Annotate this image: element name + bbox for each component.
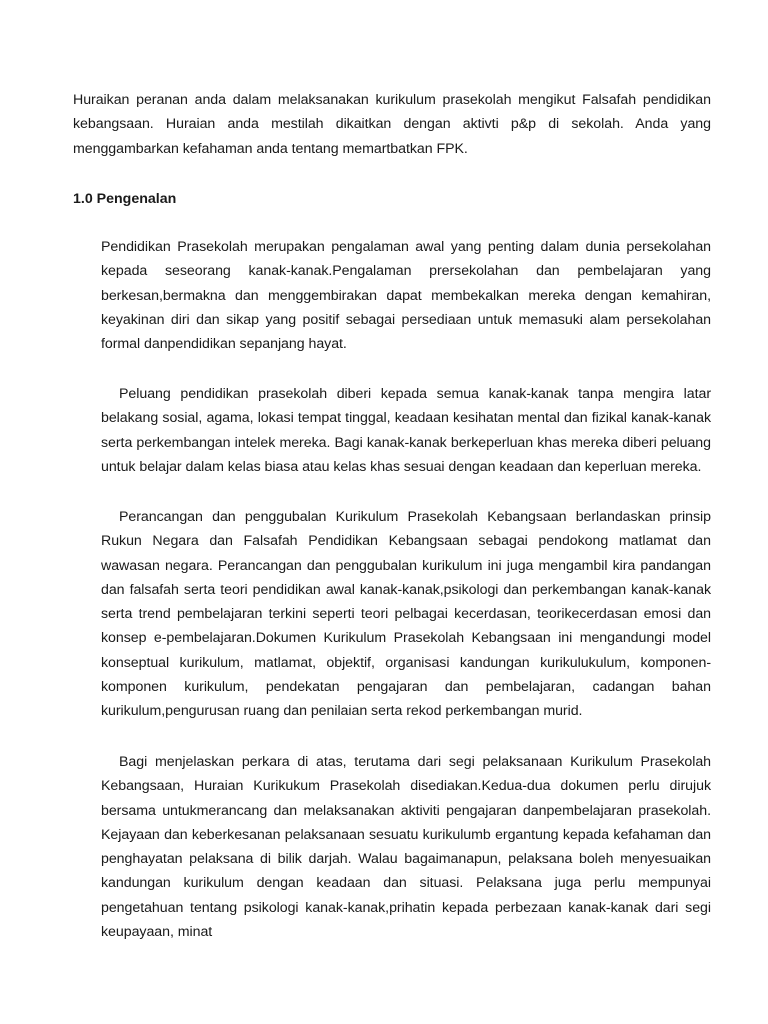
body-paragraph-4: Bagi menjelaskan perkara di atas, terutama dari segi pelaksanaan Kurikulum Prasekolah Kebangsaan, Huraian Kurikukum Prasekolah disediakan.Kedua-dua dokumen perlu dirujuk bersama untukmerancang dan melaksanakan aktiviti pengajaran danpembelajaran prasekolah. Kejayaan dan keberkesanan pelaksanaan sesuatu kurikulumb ergantung kepada kefahaman dan penghayatan pelaksana di bilik darjah. Walau bagaimanapun, pelaksana boleh menyesuaikan kandungan kurikulum dengan keadaan dan situasi. Pelaksana juga perlu mempunyai pengetahuan tentang psikologi kanak-kanak,prihatin kepada perbezaan kanak-kanak dari segi keupayaan, minat bbox=[101, 754, 711, 941]
body-paragraph-2: Peluang pendidikan prasekolah diberi kepada semua kanak-kanak tanpa mengira latar belakang sosial, agama, lokasi tempat tinggal, keadaan kesihatan mental dan fizikal kanak-kanak serta perkembangan intelek mereka. Bagi kanak-kanak berkeperluan khas mereka diberi peluang untuk belajar dalam kelas biasa atau kelas khas sesuai dengan keadaan dan keperluan mereka. bbox=[101, 386, 711, 475]
body-paragraph-1: Pendidikan Prasekolah merupakan pengalaman awal yang penting dalam dunia persekolahan kepada seseorang kanak-kanak.Pengalaman prersekolahan dan pembelajaran yang berkesan,bermakna dan menggembirakan dapat membekalkan mereka dengan kemahiran, keyakinan diri dan sikap yang positif sebagai persediaan untuk memasuki alam persekolahan formal danpendidikan sepanjang hayat. bbox=[101, 239, 711, 353]
question-paragraph: Huraikan peranan anda dalam melaksanakan kurikulum prasekolah mengikut Falsafah pendidikan kebangsaan. Huraian anda mestilah dikaitkan dengan aktivti p&p di sekolah. Anda yang menggambarkan kefahaman anda tentang memartbatkan FPK. bbox=[73, 92, 711, 157]
section-heading: 1.0 Pengenalan bbox=[73, 191, 177, 207]
body-paragraph-3: Perancangan dan penggubalan Kurikulum Prasekolah Kebangsaan berlandaskan prinsip Rukun Negara dan Falsafah Pendidikan Kebangsaan sebagai pendokong matlamat dan wawasan negara. Perancangan dan penggubalan kurikulum ini juga mengambil kira pandangan dan falsafah serta teori pendidikan awal kanak-kanak,psikologi dan perkembangan kanak-kanak serta trend pembelajaran terkini seperti teori pelbagai kecerdasan, teorikecerdasan emosi dan konsep e-pembelajaran.Dokumen Kurikulum Prasekolah Kebangsaan ini mengandungi model konseptual kurikulum, matlamat, objektif, organisasi kandungan kurikulukulum, komponen-komponen kurikulum, pendekatan pengajaran dan pembelajaran, cadangan bahan kurikulum,pengurusan ruang dan penilaian serta rekod perkembangan murid. bbox=[101, 509, 711, 720]
